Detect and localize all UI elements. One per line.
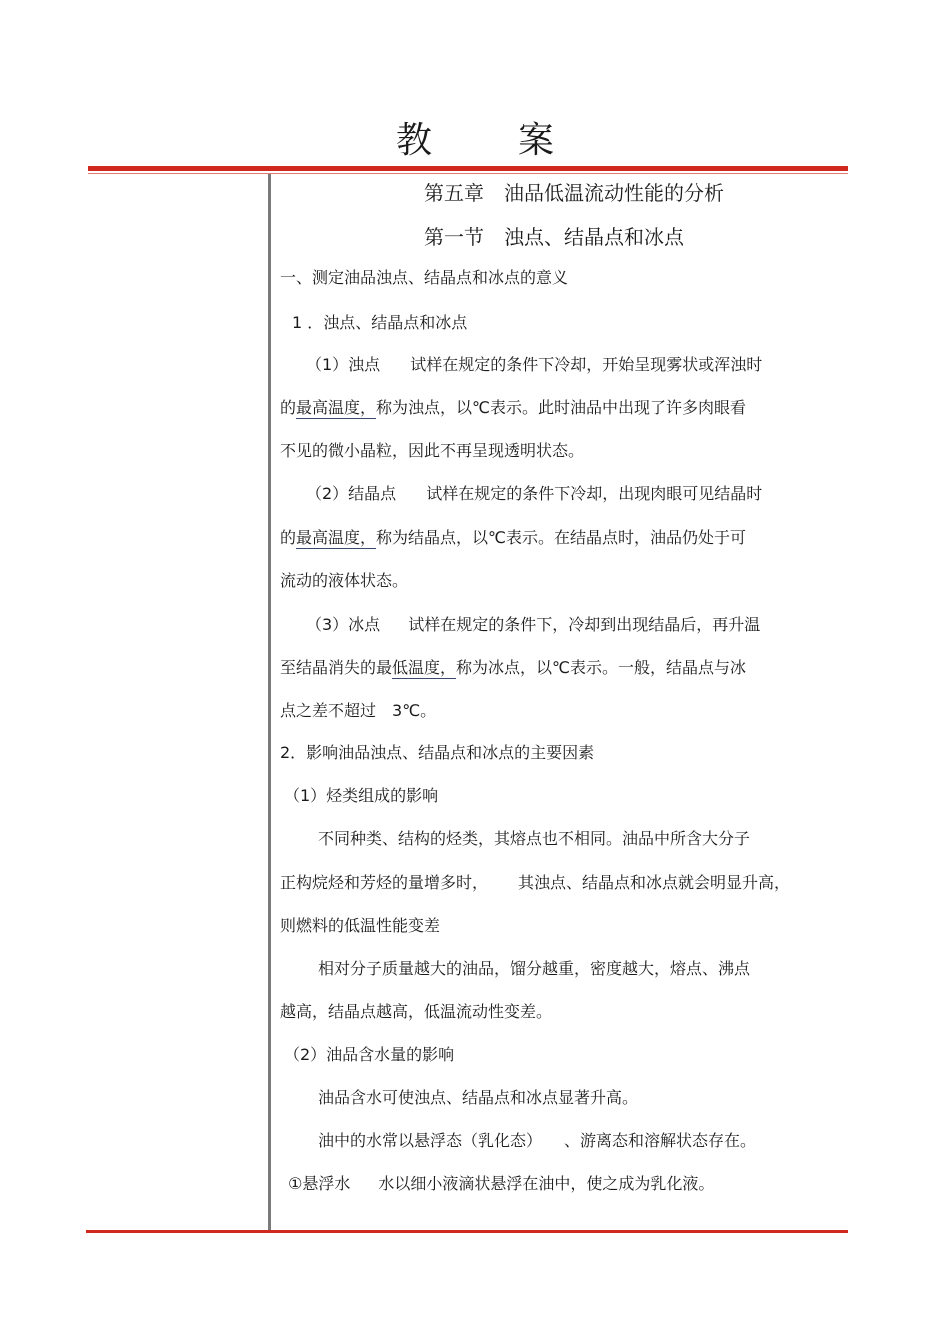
factor-1-p2-line-1: 相对分子质量越大的油品，馏分越重，密度越大，熔点、沸点 bbox=[318, 959, 751, 978]
heading-1-2: 2．影响油品浊点、结晶点和冰点的主要因素 bbox=[280, 743, 595, 762]
factor-1-title: （1）烃类组成的影响 bbox=[284, 786, 439, 805]
cloud-point-keyword: 最高温度， bbox=[296, 398, 377, 417]
crystal-point-text-1: 试样在规定的条件下冷却，出现肉眼可见结晶时 bbox=[426, 484, 763, 503]
factor-2-p2b: 、游离态和溶解状态存在。 bbox=[564, 1131, 757, 1150]
crystal-point-term: （2）结晶点 bbox=[306, 484, 397, 503]
factor-2-p2 bbox=[318, 1131, 756, 1151]
section-title: 第一节 浊点、结晶点和冰点 bbox=[424, 225, 684, 249]
crystal-point-text-2a: 的 bbox=[280, 528, 297, 547]
factor-2-p1: 油品含水可使浊点、结晶点和冰点显著升高。 bbox=[318, 1088, 639, 1107]
freeze-point-text-2b: 称为冰点，以℃表示。一般，结晶点与冰 bbox=[456, 658, 747, 677]
factor-2-item-1 bbox=[288, 1174, 714, 1194]
header-rule bbox=[88, 166, 848, 171]
factor-1-p1-line-3: 则燃料的低温性能变差 bbox=[280, 916, 441, 935]
factor-1-p1-line-2a: 正构烷烃和芳烃的量增多时， bbox=[280, 873, 489, 892]
factor-1-p1-line-2b: 其浊点、结晶点和冰点就会明显升高， bbox=[518, 873, 791, 892]
cloud-point-line-2 bbox=[280, 398, 746, 418]
freeze-point-text-2a: 至结晶消失的最 bbox=[280, 658, 393, 677]
freeze-point-line-3 bbox=[280, 701, 436, 721]
page-title bbox=[0, 112, 950, 163]
cloud-point-text-1: 试样在规定的条件下冷却，开始呈现雾状或浑浊时 bbox=[410, 355, 763, 374]
freeze-point-text-3a: 点之差不超过 bbox=[280, 701, 377, 720]
cloud-point-line-3: 不见的微小晶粒，因此不再呈现透明状态。 bbox=[280, 441, 585, 460]
heading-1-1: 1 ．浊点、结晶点和冰点 bbox=[292, 313, 468, 332]
factor-2-item-1-text: 水以细小液滴状悬浮在油中，使之成为乳化液。 bbox=[378, 1174, 715, 1193]
cloud-point-term: （1）浊点 bbox=[306, 355, 381, 374]
factor-1-p2-line-2: 越高，结晶点越高，低温流动性变差。 bbox=[280, 1002, 553, 1021]
footer-rule bbox=[86, 1230, 848, 1233]
factor-1-p1-line-2 bbox=[280, 873, 790, 893]
freeze-point-value: 3℃。 bbox=[392, 701, 437, 720]
chapter-title: 第五章 油品低温流动性能的分析 bbox=[424, 181, 724, 205]
cloud-point-line-1 bbox=[306, 355, 762, 375]
factor-2-p2a: 油中的水常以悬浮态（乳化态） bbox=[318, 1131, 543, 1150]
factor-1-p1-line-1: 不同种类、结构的烃类，其熔点也不相同。油品中所含大分子 bbox=[318, 829, 751, 848]
title-char-1: 教 bbox=[395, 120, 432, 161]
freeze-point-text-1: 试样在规定的条件下，冷却到出现结晶后，再升温 bbox=[408, 615, 761, 634]
freeze-point-keyword: 低温度， bbox=[392, 658, 457, 677]
freeze-point-line-2 bbox=[280, 658, 746, 678]
header-rule-thin bbox=[88, 173, 848, 174]
heading-1: 一、测定油品浊点、结晶点和冰点的意义 bbox=[280, 268, 569, 287]
cloud-point-text-2a: 的 bbox=[280, 398, 297, 417]
margin-divider bbox=[268, 174, 271, 1230]
cloud-point-text-2b: 称为浊点，以℃表示。此时油品中出现了许多肉眼看 bbox=[376, 398, 747, 417]
freeze-point-line-1 bbox=[306, 615, 760, 635]
crystal-point-keyword: 最高温度， bbox=[296, 528, 377, 547]
title-char-2: 案 bbox=[518, 120, 555, 161]
crystal-point-line-1 bbox=[306, 484, 762, 504]
crystal-point-line-3: 流动的液体状态。 bbox=[280, 571, 409, 590]
freeze-point-term: （3）冰点 bbox=[306, 615, 381, 634]
crystal-point-text-2b: 称为结晶点，以℃表示。在结晶点时，油品仍处于可 bbox=[376, 528, 747, 547]
factor-2-item-1-term: ①悬浮水 bbox=[288, 1174, 351, 1193]
factor-2-title: （2）油品含水量的影响 bbox=[284, 1045, 455, 1064]
crystal-point-line-2 bbox=[280, 528, 746, 548]
